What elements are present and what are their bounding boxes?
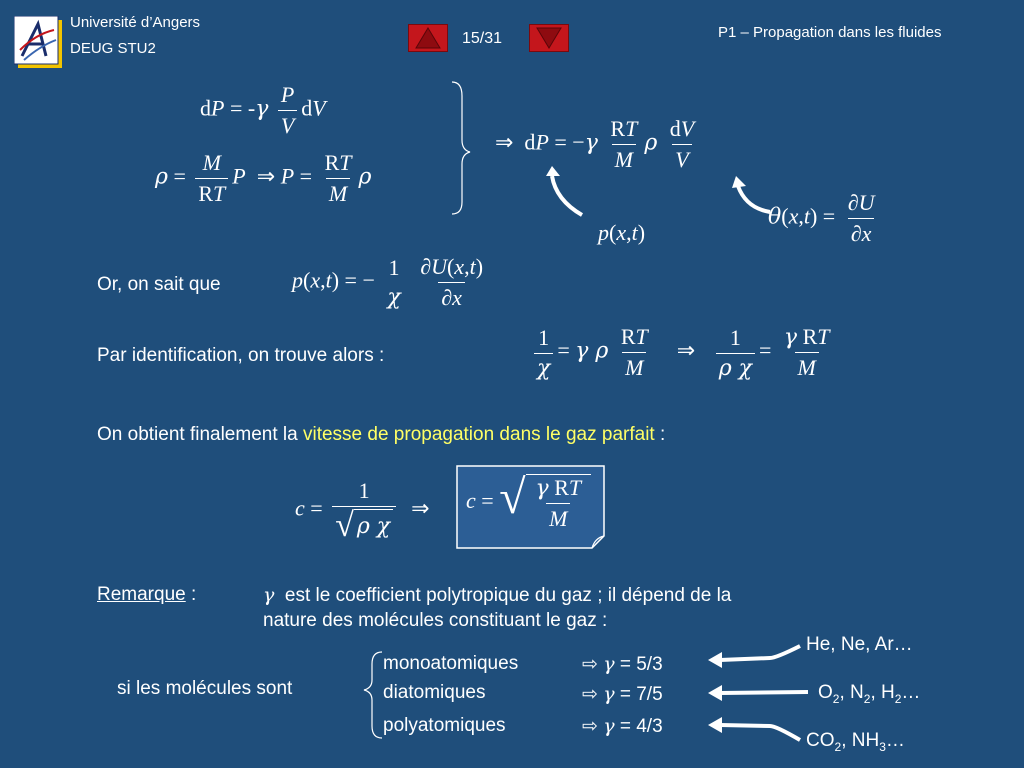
arrow-to-pressure (552, 176, 582, 215)
final-text-highlight: vitesse de propagation dans le gaz parfait (302, 424, 655, 445)
remarque-line-2: nature des molécules constituant le gaz : (263, 610, 608, 631)
arrow-di (720, 692, 808, 693)
final-text-before: On obtient finalement la (97, 424, 298, 445)
example-poly: $CO_2$, $NH_3\dots$ (806, 730, 905, 754)
arrow-poly (720, 725, 800, 740)
arrow-mono (720, 646, 800, 660)
label-pressure-field: p(x,t) (598, 220, 646, 245)
arrow-to-strain (738, 186, 770, 212)
example-mono: He, Ne, Ar… (806, 634, 913, 655)
right-brace (452, 82, 470, 214)
identification-text: Par identification, on trouve alors : (97, 345, 385, 366)
section-title: P1 – Propagation dans les fluides (718, 24, 942, 41)
label-strain-field: θ(x,t) = $\frac{\partial U}{\partial x}$ (768, 190, 875, 246)
equation-density: ρ = $\frac{M}{RT}$ P ⇒ P = $\frac{RT}{M}$ ρ (155, 150, 372, 206)
equation-celerity: c = 1 √ ρ χ ⇒ (295, 478, 430, 544)
course-name: DEUG STU2 (70, 40, 156, 57)
final-text (97, 424, 665, 446)
university-name: Université d’Angers (70, 14, 201, 31)
or-text: Or, on sait que (97, 274, 221, 295)
case-poly-type: polyatomiques (383, 715, 506, 736)
equation-dp: dP = -γ $\frac{P}{V}$ dV (200, 82, 326, 138)
case-mono-gamma: ⇨ γ = 5/3 (582, 653, 663, 675)
example-di: $O_2$, $N_2$, $H_2\dots$ (818, 682, 921, 706)
page-counter: 15/31 (462, 30, 503, 47)
equation-pressure-strain: p(x,t) = − 1 χ $\frac{\partial U(x,t)}{\partial x}$ (292, 254, 484, 310)
equation-identification: $\frac{1}{\chi}$ = γ ρ $\frac{RT}{M}$ ⇒ $\frac{1}{\text{ρ χ}}$ = $\frac{\text{γ RT}}{M}$ (530, 324, 837, 381)
case-poly-gamma: ⇨ γ = 4/3 (582, 715, 663, 737)
remarque-line-1: γ est le coefficient polytropique du gaz ; il dépend de la (263, 584, 732, 606)
case-di-type: diatomiques (383, 682, 486, 703)
remarque-label: Remarque : (97, 584, 197, 605)
equation-dp-result: ⇒ dP = −γ $\frac{RT}{M}$ ρ $\frac{dV}{V}$ (495, 116, 695, 172)
si-text: si les molécules sont (117, 678, 293, 699)
equation-celerity-boxed: c = √ $\frac{\text{γ RT}}{M}$ (466, 474, 591, 532)
left-brace (364, 652, 382, 738)
final-text-after: : (659, 424, 666, 445)
case-mono-type: monoatomiques (383, 653, 519, 674)
case-di-gamma: ⇨ γ = 7/5 (582, 683, 663, 705)
